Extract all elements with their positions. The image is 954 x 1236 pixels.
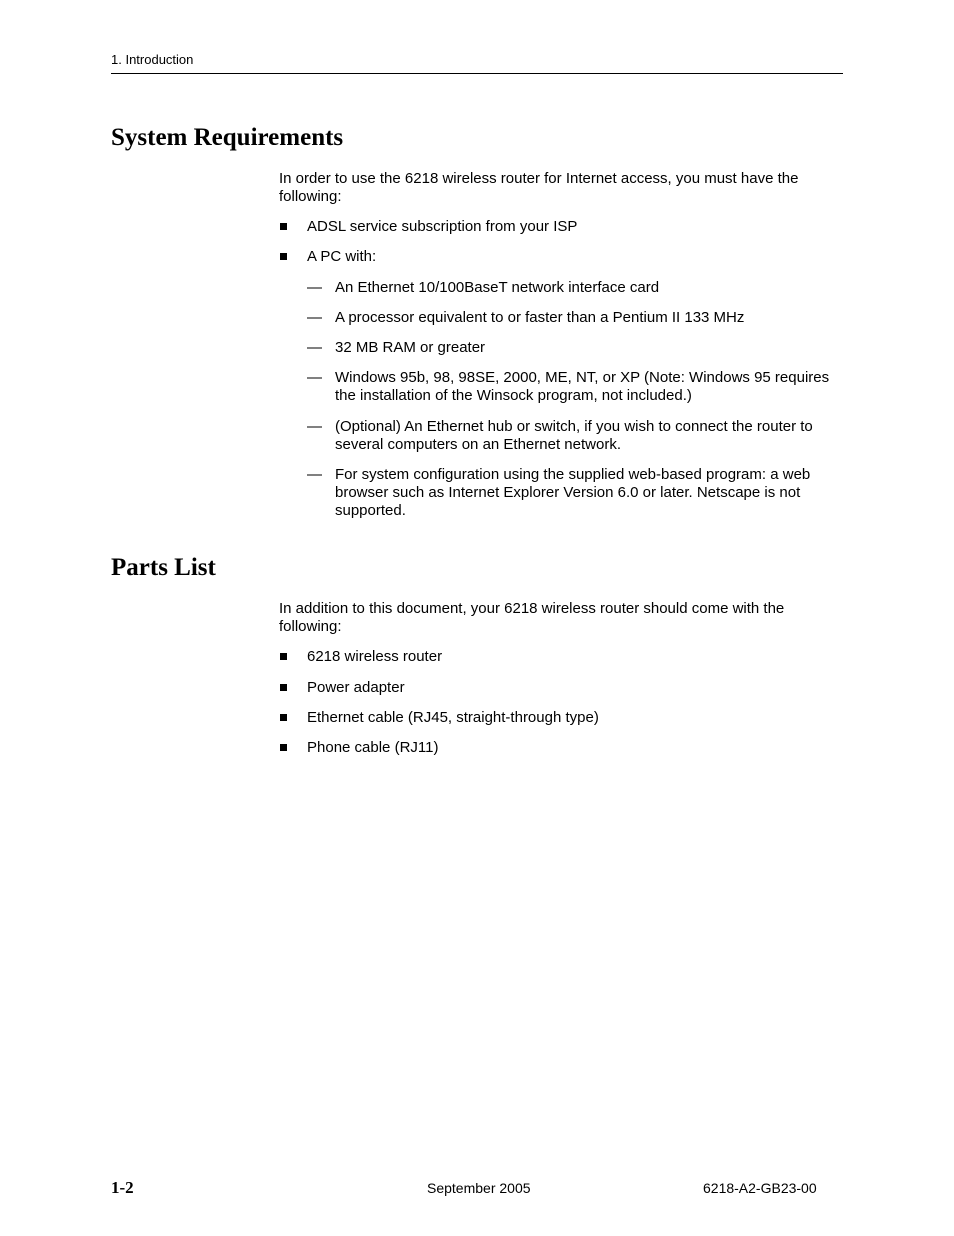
square-bullet-icon [280, 684, 287, 691]
square-bullet-icon [280, 744, 287, 751]
dash-bullet: — [307, 466, 322, 483]
dash-bullet: — [307, 369, 322, 386]
square-bullet-icon [280, 653, 287, 660]
document-number: 6218-A2-GB23-00 [703, 1180, 817, 1196]
list-item-text: Ethernet cable (RJ45, straight-through type) [307, 709, 599, 726]
running-header: 1. Introduction [111, 52, 194, 67]
footer-date: September 2005 [427, 1180, 531, 1196]
square-bullet-icon [280, 223, 287, 230]
system-requirements-intro: In order to use the 6218 wireless router for Internet access, you must have the following: [279, 170, 799, 205]
dash-bullet: — [307, 309, 322, 326]
sub-list-item-text: Windows 95b, 98, 98SE, 2000, ME, NT, or XP (Note: Windows 95 requires the installation of the Winsock program, not included.) [335, 369, 830, 404]
list-item-text: 6218 wireless router [307, 648, 443, 665]
dash-bullet: — [307, 279, 322, 296]
page-number: 1-2 [111, 1178, 134, 1197]
sub-list-item-text: For system configuration using the supplied web-based program: a web browser such as Internet Explorer Version 6.0 or later. Netscape is not supported. [335, 466, 811, 519]
sub-list-item-text: An Ethernet 10/100BaseT network interface card [335, 279, 660, 296]
sub-list-item-text: A processor equivalent to or faster than a Pentium II 133 MHz [335, 309, 745, 326]
dash-bullet: — [307, 418, 322, 435]
sub-list-item-text: 32 MB RAM or greater [335, 339, 486, 356]
list-item-text: ADSL service subscription from your ISP [307, 218, 578, 235]
list-item-text: Phone cable (RJ11) [307, 739, 439, 756]
dash-bullet: — [307, 339, 322, 356]
heading-parts-list: Parts List [111, 554, 216, 581]
list-item-text: A PC with: [307, 248, 377, 265]
header-rule [111, 73, 843, 74]
list-item-text: Power adapter [307, 679, 405, 696]
parts-list-intro: In addition to this document, your 6218 wireless router should come with the following: [279, 600, 785, 635]
square-bullet-icon [280, 253, 287, 260]
square-bullet-icon [280, 714, 287, 721]
sub-list-item-text: (Optional) An Ethernet hub or switch, if you wish to connect the router to several computers on an Ethernet network. [335, 418, 813, 453]
heading-system-requirements: System Requirements [111, 124, 344, 151]
